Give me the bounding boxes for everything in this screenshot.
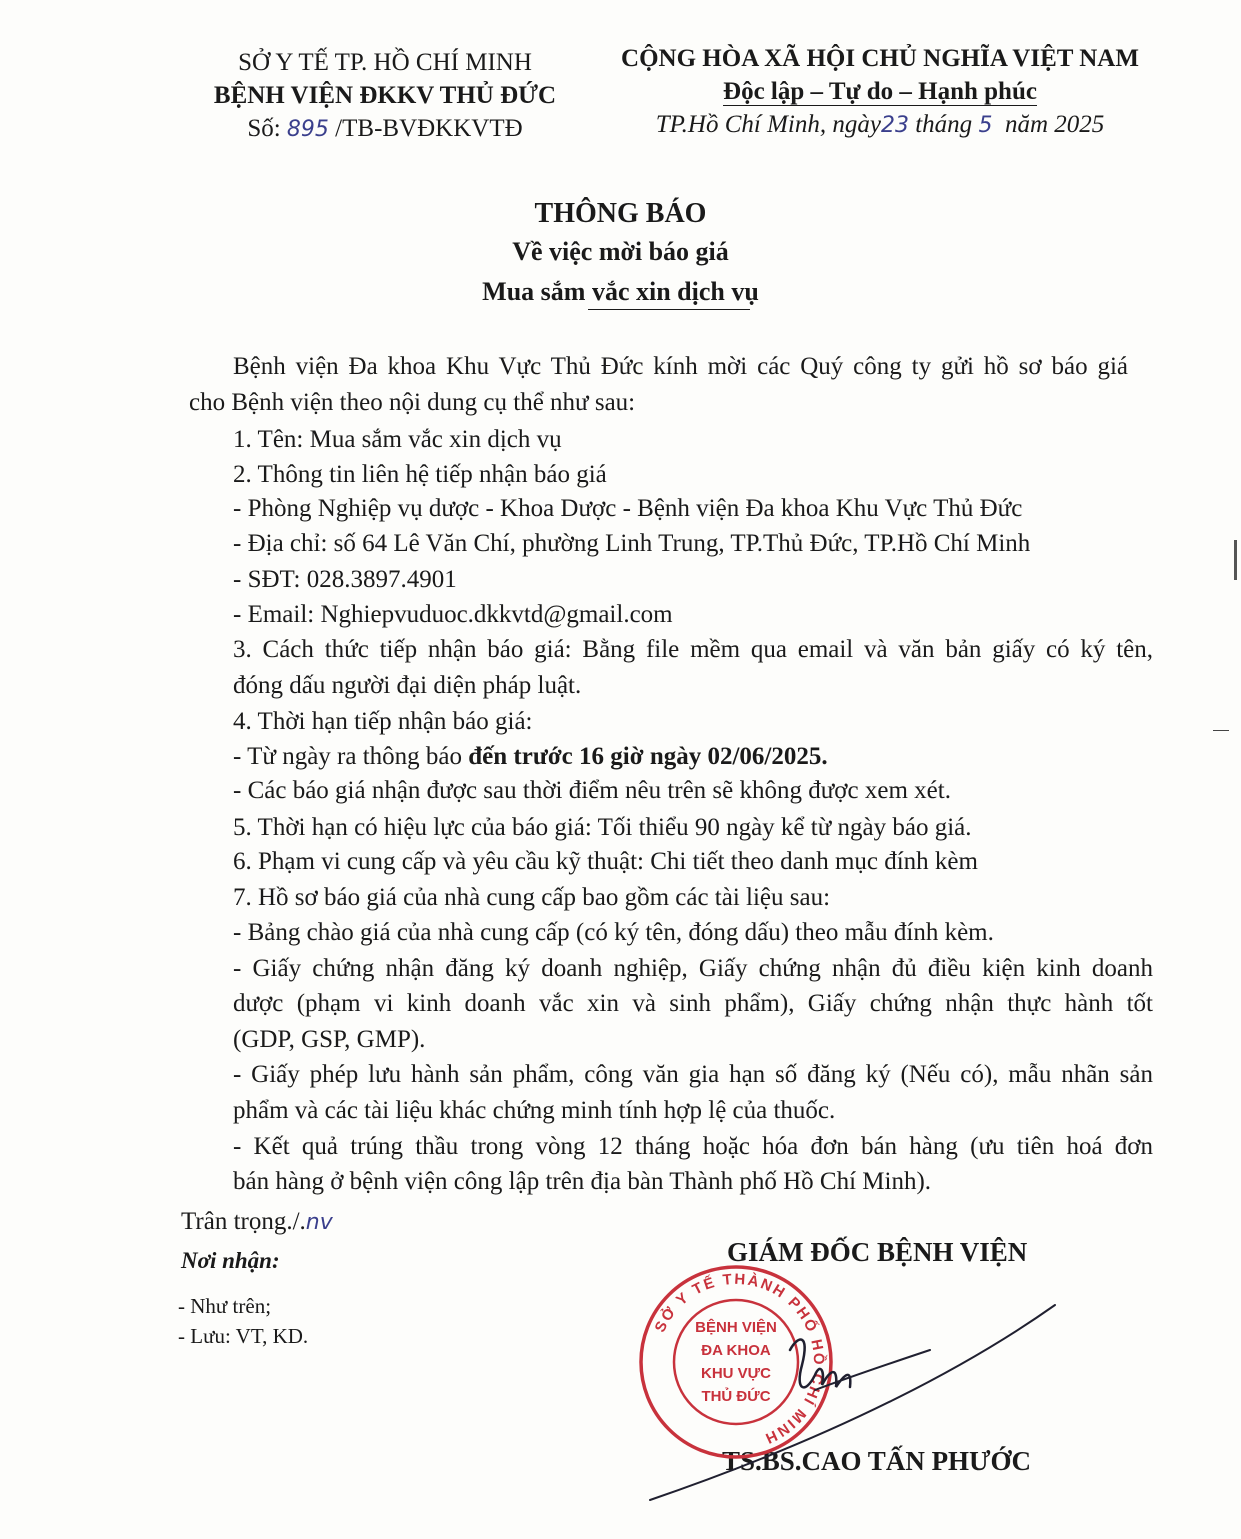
recipient-item: - Như trên; <box>178 1294 272 1318</box>
stamp-center-line: THỦ ĐỨC <box>701 1388 771 1405</box>
stamp-center-line: KHU VỰC <box>701 1365 771 1382</box>
doc-requirement-3-line-2: phẩm và các tài liệu khác chứng minh tính hợp lệ của thuốc. <box>233 1097 836 1124</box>
doc-requirement-2-line-3: (GDP, GSP, GMP). <box>233 1026 426 1053</box>
signature-flourish <box>650 1305 1055 1500</box>
document-subject-2: Mua sắm vắc xin dịch vụ <box>482 277 759 306</box>
issue-date-day: 23 <box>880 113 909 138</box>
doc-requirement-1: - Bảng chào giá của nhà cung cấp (có ký tên, đóng dấu) theo mẫu đính kèm. <box>233 919 994 946</box>
closing-initials: nv <box>305 1210 333 1235</box>
doc-requirement-4-line-2: bán hàng ở bệnh viện công lập trên địa bàn Thành phố Hồ Chí Minh). <box>233 1168 932 1195</box>
issue-date-year: năm 2025 <box>1004 111 1105 138</box>
hospital-name-text: BỆNH VIỆN ĐKKV THỦ ĐỨC <box>213 82 557 109</box>
stamp-ring-textpath: SỞ Y TẾ THÀNH PHỐ HỒ CHÍ MINH <box>651 1270 828 1448</box>
recipients-label: Nơi nhận: <box>181 1248 280 1273</box>
contact-phone: - SĐT: 028.3897.4901 <box>233 566 457 593</box>
document-number-handwritten: 895 <box>286 117 329 142</box>
issue-date-month-label: tháng <box>915 111 973 138</box>
national-motto <box>600 76 1160 107</box>
signer-name: TS.BS.CAO TẤN PHƯỚC <box>722 1446 1032 1476</box>
deadline-prefix: - Từ ngày ra thông báo <box>233 743 469 770</box>
recipient-item: - Lưu: VT, KD. <box>178 1324 309 1348</box>
stamp-center-line: BỆNH VIỆN <box>695 1319 777 1336</box>
item-4: 4. Thời hạn tiếp nhận báo giá: <box>233 708 533 735</box>
contact-department: - Phòng Nghiệp vụ dược - Khoa Dược - Bệnh viện Đa khoa Khu Vực Thủ Đức <box>233 495 1023 522</box>
late-note: - Các báo giá nhận được sau thời điểm nêu trên sẽ không được xem xét. <box>233 777 951 804</box>
scan-mark <box>1234 540 1237 580</box>
document-number-suffix: /TB-BVĐKKVTĐ <box>335 115 523 142</box>
document-number <box>175 113 595 145</box>
intro-line-1: Bệnh viện Đa khoa Khu Vực Thủ Đức kính mời các Quý công ty gửi hồ sơ báo giá <box>233 353 1128 380</box>
item-3-line-2: đóng dấu người đại diện pháp luật. <box>233 672 582 699</box>
closing-text: Trân trọng./. <box>181 1208 306 1235</box>
doc-requirement-2-line-1: - Giấy chứng nhận đăng ký doanh nghiệp, Giấy chứng nhận đủ điều kiện kinh doanh <box>233 955 1153 982</box>
item-1: 1. Tên: Mua sắm vắc xin dịch vụ <box>233 426 562 453</box>
item-2: 2. Thông tin liên hệ tiếp nhận báo giá <box>233 461 607 488</box>
doc-requirement-4-line-1: - Kết quả trúng thầu trong vòng 12 tháng hoặc hóa đơn bán hàng (ưu tiên hoá đơn <box>233 1133 1153 1160</box>
deadline <box>233 739 828 774</box>
deadline-bold: đến trước 16 giờ ngày 02/06/2025. <box>468 743 828 770</box>
doc-requirement-2-line-2: dược (phạm vi kinh doanh vắc xin và sinh phẩm), Giấy chứng nhận thực hành tốt <box>233 990 1153 1017</box>
item-5: 5. Thời hạn có hiệu lực của báo giá: Tối thiểu 90 ngày kể từ ngày báo giá. <box>233 814 972 841</box>
closing <box>181 1204 333 1240</box>
doc-requirement-3-line-1: - Giấy phép lưu hành sản phẩm, công văn gia hạn số đăng ký (Nếu có), mẫu nhãn sản <box>233 1061 1153 1088</box>
issue-date-month: 5 <box>978 113 993 138</box>
intro-line-2: cho Bệnh viện theo nội dung cụ thể như sau: <box>189 389 636 416</box>
contact-email: - Email: Nghiepvuduoc.dkkvtd@gmail.com <box>233 601 673 628</box>
issue-date <box>600 109 1160 141</box>
document-subject-1: Về việc mời báo giá <box>512 237 729 266</box>
scan-mark <box>1213 730 1229 731</box>
document-title: THÔNG BÁO <box>534 198 707 229</box>
signer-position: GIÁM ĐỐC BỆNH VIỆN <box>727 1237 1028 1267</box>
hospital-name <box>175 80 595 111</box>
handwritten-signature <box>640 1295 1070 1510</box>
issuing-department: SỞ Y TẾ TP. HỒ CHÍ MINH <box>238 49 532 76</box>
item-3-line-1: 3. Cách thức tiếp nhận báo giá: Bằng file mềm qua email và văn bản giấy có ký tên, <box>233 636 1153 663</box>
title-underline <box>588 309 750 310</box>
item-6: 6. Phạm vi cung cấp và yêu cầu kỹ thuật: Chi tiết theo danh mục đính kèm <box>233 848 978 875</box>
issue-date-prefix: TP.Hồ Chí Minh, ngày <box>655 111 881 138</box>
document-number-prefix: Số: <box>247 115 281 142</box>
signature-stroke <box>815 1350 930 1390</box>
nation-title: CỘNG HÒA XÃ HỘI CHỦ NGHĨA VIỆT NAM <box>621 45 1139 72</box>
item-7: 7. Hồ sơ báo giá của nhà cung cấp bao gồm các tài liệu sau: <box>233 884 831 911</box>
national-motto-text: Độc lập – Tự do – Hạnh phúc <box>723 78 1037 105</box>
contact-address: - Địa chỉ: số 64 Lê Văn Chí, phường Linh Trung, TP.Thủ Đức, TP.Hồ Chí Minh <box>233 530 1031 557</box>
stamp-center-line: ĐA KHOA <box>701 1342 771 1359</box>
